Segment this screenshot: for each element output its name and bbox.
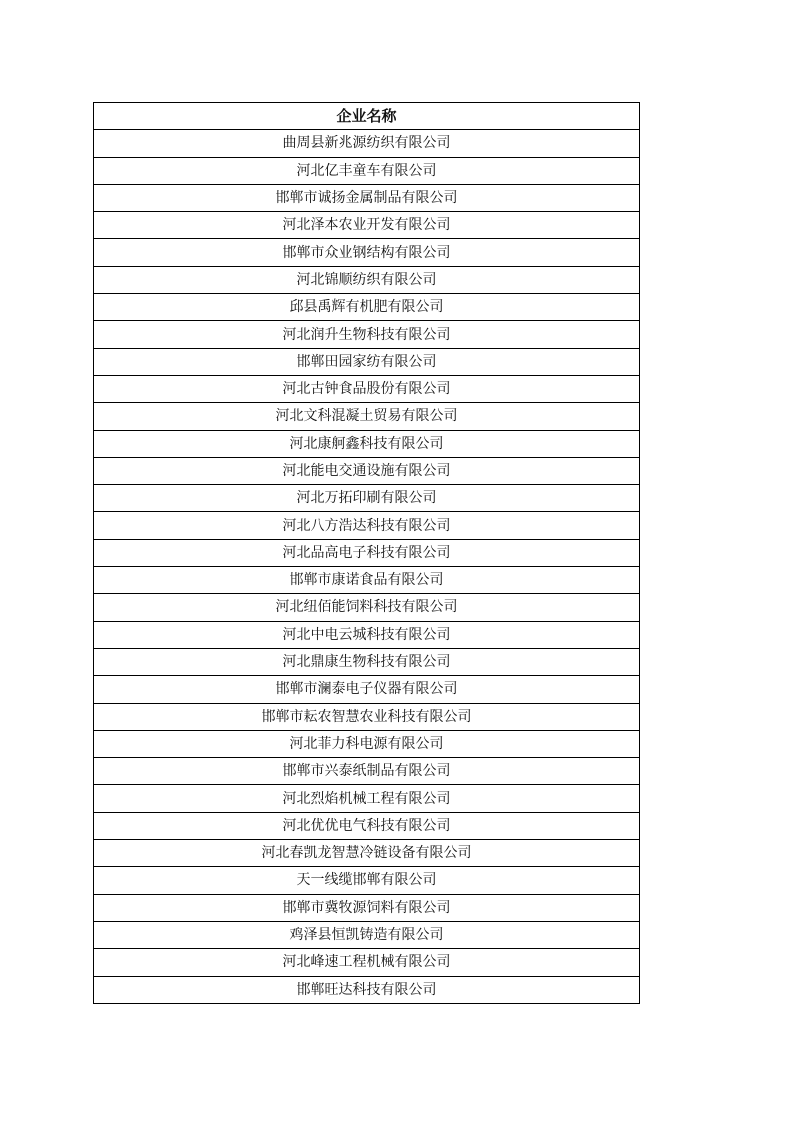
table-row: [94, 703, 640, 730]
table-row: [94, 840, 640, 867]
company-name-cell: 鸡泽县恒凯铸造有限公司: [94, 921, 640, 948]
company-name-cell: 邯郸市康诺食品有限公司: [94, 567, 640, 594]
company-name-cell: 河北峰速工程机械有限公司: [94, 949, 640, 976]
table-row: [94, 949, 640, 976]
company-name-cell: 河北鼎康生物科技有限公司: [94, 648, 640, 675]
table-row: [94, 730, 640, 757]
company-name-cell: 河北文科混凝土贸易有限公司: [94, 403, 640, 430]
company-name-cell: 河北菲力科电源有限公司: [94, 730, 640, 757]
company-name-cell: 河北品高电子科技有限公司: [94, 539, 640, 566]
table-row: [94, 321, 640, 348]
table-row: [94, 512, 640, 539]
company-name-cell: 河北优优电气科技有限公司: [94, 812, 640, 839]
company-name-cell: 邯郸市澜泰电子仪器有限公司: [94, 676, 640, 703]
table-row: [94, 239, 640, 266]
company-name-cell: 邯郸旺达科技有限公司: [94, 976, 640, 1003]
company-name-cell: 邯郸市兴泰纸制品有限公司: [94, 758, 640, 785]
table-row: [94, 676, 640, 703]
table-row: [94, 567, 640, 594]
table-row: [94, 130, 640, 157]
table-row: [94, 867, 640, 894]
table-row: [94, 976, 640, 1003]
table-row: [94, 375, 640, 402]
company-name-cell: 河北锦顺纺织有限公司: [94, 266, 640, 293]
table-row: [94, 921, 640, 948]
company-name-cell: 河北万拓印刷有限公司: [94, 485, 640, 512]
table-row: [94, 430, 640, 457]
table-row: [94, 266, 640, 293]
company-name-cell: 河北润升生物科技有限公司: [94, 321, 640, 348]
table-row: [94, 184, 640, 211]
table-row: [94, 594, 640, 621]
table-row: [94, 894, 640, 921]
table-header-row: [94, 103, 640, 130]
company-name-cell: 河北春凯龙智慧冷链设备有限公司: [94, 840, 640, 867]
table-row: [94, 621, 640, 648]
column-header-company-name: 企业名称: [94, 103, 640, 130]
company-name-cell: 河北中电云城科技有限公司: [94, 621, 640, 648]
table-row: [94, 403, 640, 430]
company-name-cell: 邯郸田园家纺有限公司: [94, 348, 640, 375]
company-name-cell: 河北古钟食品股份有限公司: [94, 375, 640, 402]
table-row: [94, 485, 640, 512]
table-row: [94, 812, 640, 839]
company-name-cell: 河北泽本农业开发有限公司: [94, 212, 640, 239]
company-name-cell: 天一线缆邯郸有限公司: [94, 867, 640, 894]
table-row: [94, 785, 640, 812]
company-name-cell: 曲周县新兆源纺织有限公司: [94, 130, 640, 157]
company-name-cell: 河北亿丰童车有限公司: [94, 157, 640, 184]
company-name-cell: 河北纽佰能饲料科技有限公司: [94, 594, 640, 621]
table-row: [94, 212, 640, 239]
table-row: [94, 348, 640, 375]
table-row: [94, 539, 640, 566]
company-name-cell: 邯郸市众业钢结构有限公司: [94, 239, 640, 266]
company-table: [93, 102, 640, 1004]
company-name-cell: 河北能电交通设施有限公司: [94, 457, 640, 484]
company-name-cell: 邯郸市诚扬金属制品有限公司: [94, 184, 640, 211]
company-name-cell: 河北八方浩达科技有限公司: [94, 512, 640, 539]
table-row: [94, 157, 640, 184]
table-row: [94, 758, 640, 785]
company-name-cell: 河北烈焰机械工程有限公司: [94, 785, 640, 812]
table-body: [94, 130, 640, 1004]
table-row: [94, 294, 640, 321]
company-name-cell: 邯郸市耘农智慧农业科技有限公司: [94, 703, 640, 730]
company-name-cell: 邯郸市冀牧源饲料有限公司: [94, 894, 640, 921]
company-name-cell: 河北康舸鑫科技有限公司: [94, 430, 640, 457]
table-row: [94, 457, 640, 484]
table-row: [94, 648, 640, 675]
company-name-cell: 邱县禹辉有机肥有限公司: [94, 294, 640, 321]
